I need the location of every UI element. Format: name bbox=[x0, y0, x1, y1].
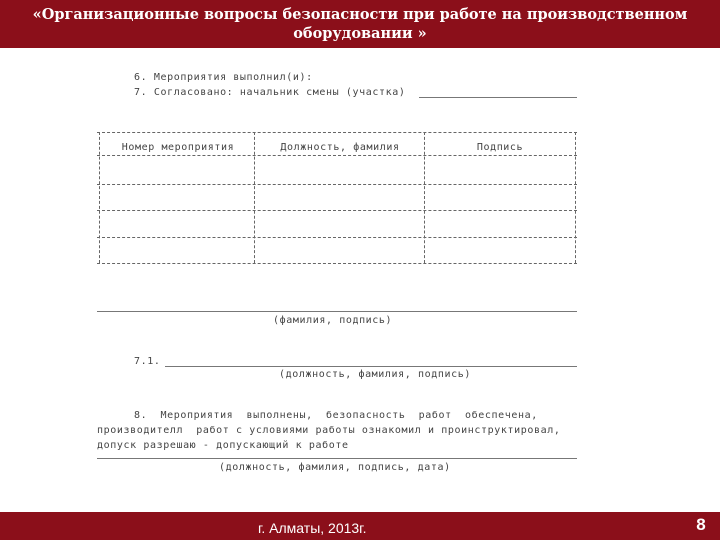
caption-position-name-signature: (должность, фамилия, подпись) bbox=[279, 369, 471, 380]
slide-header bbox=[0, 0, 720, 48]
table-row-border bbox=[97, 210, 577, 211]
scanned-form bbox=[97, 60, 579, 480]
page-number: 8 bbox=[696, 515, 706, 534]
footer-place-date: г. Алматы, 2013г. bbox=[258, 520, 367, 536]
slide-footer bbox=[0, 512, 720, 540]
form-item-7-1: 7.1. bbox=[134, 356, 161, 367]
table-bottom-border bbox=[97, 263, 577, 264]
caption-name-signature: (фамилия, подпись) bbox=[273, 315, 393, 326]
form-item-7: 7. Согласовано: начальник смены (участка) bbox=[134, 87, 406, 98]
form-item-8-line-2: производителл работ с условиями работы ознакомил и проинструктировал, bbox=[97, 425, 561, 436]
signature-line-1 bbox=[97, 311, 577, 312]
table-left-border bbox=[99, 132, 100, 263]
table-right-border bbox=[575, 132, 576, 263]
form-item-6: 6. Мероприятия выполнил(и): bbox=[134, 72, 313, 83]
table-header-border bbox=[97, 155, 577, 156]
signature-line-3 bbox=[97, 458, 577, 459]
table-row-border bbox=[97, 184, 577, 185]
table-header-signature: Подпись bbox=[476, 142, 524, 153]
approval-signature-line bbox=[419, 97, 577, 98]
table-top-border bbox=[97, 132, 577, 133]
caption-position-name-signature-date: (должность, фамилия, подпись, дата) bbox=[219, 462, 451, 473]
slide-title-line-1: «Организационные вопросы безопасности при работе на производственном bbox=[32, 6, 688, 23]
slide-title-line-2: оборудовании » bbox=[293, 25, 427, 42]
form-item-8-line-3: допуск разрешаю - допускающий к работе bbox=[97, 440, 349, 451]
form-item-8-line-1: 8. Мероприятия выполнены, безопасность работ обеспечена, bbox=[134, 410, 538, 421]
signature-line-2 bbox=[165, 366, 577, 367]
table-header-position: Должность, фамилия bbox=[280, 142, 400, 153]
table-row-border bbox=[97, 237, 577, 238]
table-header-number: Номер мероприятия bbox=[121, 142, 235, 153]
table-column-divider bbox=[254, 132, 255, 263]
table-column-divider bbox=[424, 132, 425, 263]
